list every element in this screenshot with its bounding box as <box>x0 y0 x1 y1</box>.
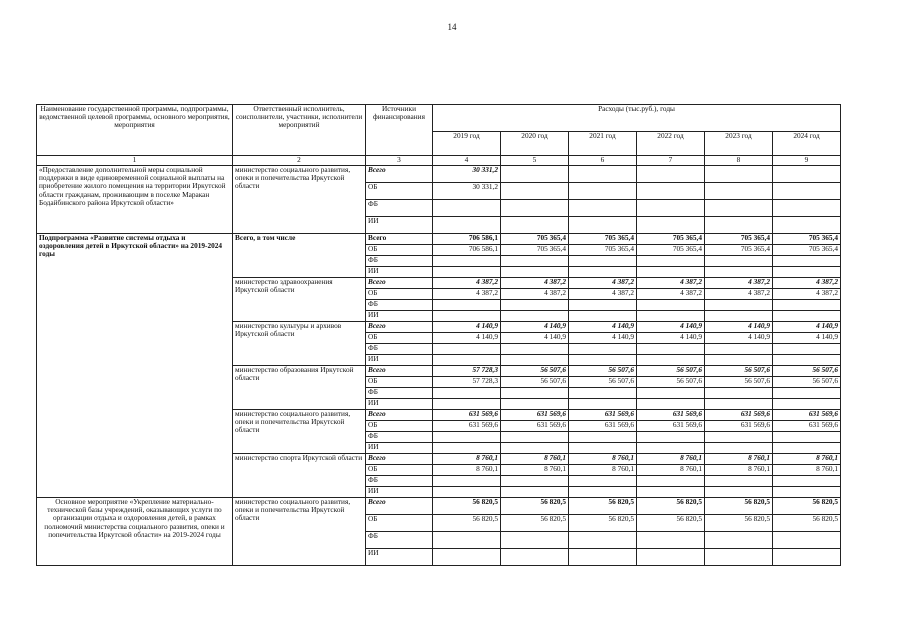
value-cell: 8 760,1 <box>773 454 841 465</box>
value-cell: 705 365,4 <box>773 234 841 245</box>
value-cell <box>569 443 637 454</box>
value-cell <box>637 532 705 549</box>
value-cell <box>433 311 501 322</box>
value-cell: 4 140,9 <box>637 322 705 333</box>
source-cell: ОБ <box>366 515 433 532</box>
value-cell <box>569 532 637 549</box>
value-cell <box>569 267 637 278</box>
value-cell: 56 820,5 <box>569 515 637 532</box>
budget-table <box>36 104 841 566</box>
page-number: 14 <box>447 22 457 32</box>
value-cell <box>433 344 501 355</box>
value-cell: 4 387,2 <box>637 289 705 300</box>
source-cell: ОБ <box>366 421 433 432</box>
value-cell: 56 507,6 <box>637 377 705 388</box>
value-cell <box>637 355 705 366</box>
value-cell <box>569 166 637 183</box>
value-cell: 4 387,2 <box>637 278 705 289</box>
value-cell <box>637 432 705 443</box>
value-cell: 4 140,9 <box>433 322 501 333</box>
value-cell: 56 507,6 <box>569 366 637 377</box>
source-cell: Всего <box>366 278 433 289</box>
value-cell: 631 569,6 <box>637 421 705 432</box>
source-cell: ФБ <box>366 432 433 443</box>
value-cell <box>501 200 569 217</box>
column-number: 1 <box>37 156 233 166</box>
value-cell <box>637 166 705 183</box>
table-row <box>37 498 841 515</box>
value-cell <box>569 355 637 366</box>
value-cell <box>433 399 501 410</box>
source-cell: ИИ <box>366 399 433 410</box>
value-cell <box>637 256 705 267</box>
value-cell <box>637 476 705 487</box>
event-name: Основное мероприятие «Укрепление материально-технической базы учреждений, оказывающих услуги по организации отдыха и оздоровления детей, в рамках полномочий министерства социального развития, опеки и попечительства Иркутской области» на 2019-2024 годы <box>37 498 233 566</box>
value-cell <box>705 344 773 355</box>
value-cell <box>433 476 501 487</box>
value-cell: 56 820,5 <box>637 515 705 532</box>
value-cell <box>773 183 841 200</box>
value-cell <box>705 267 773 278</box>
value-cell: 705 365,4 <box>705 245 773 256</box>
executor-name: министерство образования Иркутской области <box>233 366 366 410</box>
value-cell <box>433 267 501 278</box>
value-cell <box>501 532 569 549</box>
value-cell <box>501 399 569 410</box>
source-cell: Всего <box>366 166 433 183</box>
column-number: 5 <box>501 156 569 166</box>
value-cell <box>637 399 705 410</box>
value-cell: 56 507,6 <box>569 377 637 388</box>
executor-name: министерство спорта Иркутской области <box>233 454 366 498</box>
value-cell: 4 387,2 <box>501 289 569 300</box>
value-cell <box>501 166 569 183</box>
value-cell <box>569 432 637 443</box>
value-cell <box>433 549 501 566</box>
value-cell: 631 569,6 <box>501 421 569 432</box>
source-cell: ИИ <box>366 267 433 278</box>
value-cell: 4 387,2 <box>773 278 841 289</box>
value-cell <box>637 487 705 498</box>
value-cell <box>569 388 637 399</box>
source-cell: ОБ <box>366 289 433 300</box>
event-name: «Предоставление дополнительной меры социальной поддержки в виде единовременной социальной выплаты на приобретение жилого помещения на территории Иркутской области гражданам, проживающим в поселке Маракан Бодайбинского района Иркутской области» <box>37 166 233 234</box>
value-cell: 56 507,6 <box>773 377 841 388</box>
value-cell <box>433 300 501 311</box>
value-cell: 57 728,3 <box>433 377 501 388</box>
source-cell: ИИ <box>366 355 433 366</box>
value-cell: 706 586,1 <box>433 234 501 245</box>
value-cell <box>705 549 773 566</box>
value-cell: 56 820,5 <box>433 515 501 532</box>
source-cell: ФБ <box>366 300 433 311</box>
source-cell: Всего <box>366 410 433 421</box>
source-cell: Всего <box>366 366 433 377</box>
value-cell <box>773 200 841 217</box>
value-cell: 56 507,6 <box>705 377 773 388</box>
value-cell <box>773 267 841 278</box>
value-cell <box>501 344 569 355</box>
value-cell: 4 140,9 <box>501 322 569 333</box>
value-cell <box>773 432 841 443</box>
value-cell <box>569 200 637 217</box>
value-cell <box>705 311 773 322</box>
value-cell: 631 569,6 <box>773 421 841 432</box>
source-cell: Всего <box>366 234 433 245</box>
value-cell <box>433 532 501 549</box>
value-cell: 631 569,6 <box>773 410 841 421</box>
value-cell: 56 820,5 <box>705 498 773 515</box>
column-number: 4 <box>433 156 501 166</box>
value-cell: 57 728,3 <box>433 366 501 377</box>
value-cell <box>637 267 705 278</box>
value-cell: 8 760,1 <box>433 465 501 476</box>
source-cell: ФБ <box>366 532 433 549</box>
value-cell <box>433 217 501 234</box>
source-cell: ИИ <box>366 549 433 566</box>
value-cell: 705 365,4 <box>501 245 569 256</box>
header-row <box>37 105 841 132</box>
table-body <box>37 166 841 566</box>
value-cell: 631 569,6 <box>433 421 501 432</box>
value-cell <box>705 432 773 443</box>
value-cell: 8 760,1 <box>705 454 773 465</box>
value-cell <box>569 300 637 311</box>
value-cell: 705 365,4 <box>569 234 637 245</box>
source-cell: ОБ <box>366 245 433 256</box>
value-cell: 705 365,4 <box>501 234 569 245</box>
source-cell: Всего <box>366 454 433 465</box>
value-cell: 8 760,1 <box>569 465 637 476</box>
header-year: 2023 год <box>705 132 773 156</box>
table-row <box>37 234 841 245</box>
value-cell: 631 569,6 <box>705 410 773 421</box>
value-cell: 56 507,6 <box>501 366 569 377</box>
value-cell <box>705 256 773 267</box>
value-cell <box>705 476 773 487</box>
value-cell: 8 760,1 <box>501 454 569 465</box>
value-cell: 4 140,9 <box>501 333 569 344</box>
value-cell <box>569 549 637 566</box>
value-cell: 706 586,1 <box>433 245 501 256</box>
value-cell: 8 760,1 <box>501 465 569 476</box>
value-cell: 8 760,1 <box>637 454 705 465</box>
value-cell <box>637 388 705 399</box>
value-cell <box>705 217 773 234</box>
value-cell: 705 365,4 <box>569 245 637 256</box>
source-cell: Всего <box>366 322 433 333</box>
header-name: Наименование государственной программы, подпрограммы, ведомственной целевой программы, основного мероприятия, мероприятия <box>37 105 233 156</box>
value-cell: 56 507,6 <box>773 366 841 377</box>
source-cell: ФБ <box>366 200 433 217</box>
value-cell: 631 569,6 <box>705 421 773 432</box>
column-numbers-row <box>37 156 841 166</box>
source-cell: ИИ <box>366 311 433 322</box>
value-cell: 8 760,1 <box>569 454 637 465</box>
value-cell <box>501 487 569 498</box>
header-year: 2021 год <box>569 132 637 156</box>
source-cell: ФБ <box>366 388 433 399</box>
value-cell: 56 507,6 <box>501 377 569 388</box>
value-cell <box>637 443 705 454</box>
value-cell: 4 140,9 <box>773 333 841 344</box>
value-cell: 4 387,2 <box>433 289 501 300</box>
header-executor: Ответственный исполнитель, соисполнители, участники, исполнители мероприятий <box>233 105 366 156</box>
value-cell: 56 820,5 <box>569 498 637 515</box>
value-cell <box>569 399 637 410</box>
value-cell <box>501 217 569 234</box>
value-cell: 56 820,5 <box>773 515 841 532</box>
value-cell <box>773 217 841 234</box>
value-cell <box>705 200 773 217</box>
value-cell <box>773 355 841 366</box>
column-number: 8 <box>705 156 773 166</box>
value-cell: 4 140,9 <box>433 333 501 344</box>
value-cell: 705 365,4 <box>773 245 841 256</box>
header-year: 2024 год <box>773 132 841 156</box>
source-cell: ОБ <box>366 377 433 388</box>
value-cell: 705 365,4 <box>705 234 773 245</box>
value-cell: 4 387,2 <box>569 289 637 300</box>
value-cell <box>501 183 569 200</box>
value-cell <box>705 355 773 366</box>
value-cell <box>637 217 705 234</box>
value-cell <box>773 344 841 355</box>
value-cell <box>773 487 841 498</box>
executor-name: министерство социального развития, опеки и попечительства Иркутской области <box>233 498 366 566</box>
source-cell: ФБ <box>366 344 433 355</box>
value-cell <box>773 166 841 183</box>
value-cell <box>773 532 841 549</box>
source-cell: ФБ <box>366 256 433 267</box>
value-cell: 56 820,5 <box>773 498 841 515</box>
value-cell: 4 387,2 <box>433 278 501 289</box>
value-cell <box>773 476 841 487</box>
value-cell <box>705 166 773 183</box>
executor-name: министерство социального развития, опеки и попечительства Иркутской области <box>233 410 366 454</box>
value-cell <box>569 311 637 322</box>
value-cell: 4 140,9 <box>705 322 773 333</box>
value-cell: 8 760,1 <box>433 454 501 465</box>
value-cell <box>433 256 501 267</box>
header-year: 2019 год <box>433 132 501 156</box>
value-cell <box>705 300 773 311</box>
value-cell <box>773 399 841 410</box>
value-cell <box>705 183 773 200</box>
value-cell: 631 569,6 <box>637 410 705 421</box>
value-cell: 705 365,4 <box>637 234 705 245</box>
value-cell <box>501 300 569 311</box>
value-cell <box>705 399 773 410</box>
value-cell <box>637 311 705 322</box>
value-cell: 30 331,2 <box>433 183 501 200</box>
value-cell <box>773 256 841 267</box>
value-cell: 56 820,5 <box>501 498 569 515</box>
header-year: 2020 год <box>501 132 569 156</box>
column-number: 6 <box>569 156 637 166</box>
value-cell: 631 569,6 <box>433 410 501 421</box>
value-cell <box>501 476 569 487</box>
value-cell: 56 820,5 <box>501 515 569 532</box>
value-cell <box>705 487 773 498</box>
value-cell: 4 387,2 <box>705 278 773 289</box>
table-row <box>37 166 841 183</box>
value-cell <box>501 355 569 366</box>
value-cell: 56 820,5 <box>705 515 773 532</box>
column-number: 9 <box>773 156 841 166</box>
value-cell: 8 760,1 <box>705 465 773 476</box>
value-cell <box>501 443 569 454</box>
value-cell <box>773 549 841 566</box>
header-expenses: Расходы (тыс.руб.), годы <box>433 105 841 132</box>
value-cell <box>569 183 637 200</box>
source-cell: ИИ <box>366 487 433 498</box>
value-cell <box>569 344 637 355</box>
header-source: Источники финансирования <box>366 105 433 156</box>
value-cell <box>705 388 773 399</box>
column-number: 7 <box>637 156 705 166</box>
value-cell: 56 820,5 <box>433 498 501 515</box>
value-cell: 4 140,9 <box>773 322 841 333</box>
source-cell: ОБ <box>366 183 433 200</box>
value-cell <box>569 476 637 487</box>
header-year: 2022 год <box>637 132 705 156</box>
value-cell: 705 365,4 <box>637 245 705 256</box>
value-cell: 8 760,1 <box>637 465 705 476</box>
value-cell: 4 140,9 <box>705 333 773 344</box>
value-cell <box>705 532 773 549</box>
value-cell: 4 387,2 <box>569 278 637 289</box>
value-cell <box>433 388 501 399</box>
value-cell <box>637 183 705 200</box>
value-cell: 30 331,2 <box>433 166 501 183</box>
value-cell: 56 507,6 <box>637 366 705 377</box>
value-cell: 4 140,9 <box>637 333 705 344</box>
executor-name: министерство социального развития, опеки и попечительства Иркутской области <box>233 166 366 234</box>
value-cell: 8 760,1 <box>773 465 841 476</box>
value-cell <box>433 432 501 443</box>
source-cell: ИИ <box>366 443 433 454</box>
value-cell <box>569 487 637 498</box>
value-cell <box>637 200 705 217</box>
value-cell <box>501 549 569 566</box>
value-cell <box>773 388 841 399</box>
value-cell <box>569 217 637 234</box>
value-cell <box>773 300 841 311</box>
value-cell <box>433 443 501 454</box>
subprogram-name: Подпрограмма «Развитие системы отдыха и оздоровления детей в Иркутской области» на 2019-2024 годы <box>37 234 233 498</box>
value-cell: 631 569,6 <box>569 410 637 421</box>
value-cell <box>569 256 637 267</box>
value-cell <box>501 432 569 443</box>
column-number: 3 <box>366 156 433 166</box>
source-cell: ОБ <box>366 333 433 344</box>
value-cell: 631 569,6 <box>569 421 637 432</box>
value-cell: 4 140,9 <box>569 322 637 333</box>
column-number: 2 <box>233 156 366 166</box>
value-cell: 4 387,2 <box>501 278 569 289</box>
value-cell: 56 507,6 <box>705 366 773 377</box>
value-cell: 4 387,2 <box>705 289 773 300</box>
value-cell <box>637 300 705 311</box>
value-cell <box>637 344 705 355</box>
value-cell <box>773 311 841 322</box>
value-cell <box>501 311 569 322</box>
value-cell <box>433 355 501 366</box>
executor-name: министерство здравоохранения Иркутской области <box>233 278 366 322</box>
value-cell <box>433 487 501 498</box>
executor-name: Всего, в том числе <box>233 234 366 278</box>
value-cell <box>773 443 841 454</box>
value-cell <box>705 443 773 454</box>
source-cell: ИИ <box>366 217 433 234</box>
source-cell: Всего <box>366 498 433 515</box>
value-cell <box>433 200 501 217</box>
value-cell: 56 820,5 <box>637 498 705 515</box>
value-cell: 4 140,9 <box>569 333 637 344</box>
executor-name: министерство культуры и архивов Иркутской области <box>233 322 366 366</box>
value-cell: 631 569,6 <box>501 410 569 421</box>
value-cell <box>637 549 705 566</box>
value-cell <box>501 388 569 399</box>
source-cell: ФБ <box>366 476 433 487</box>
value-cell <box>501 267 569 278</box>
value-cell: 4 387,2 <box>773 289 841 300</box>
value-cell <box>501 256 569 267</box>
source-cell: ОБ <box>366 465 433 476</box>
